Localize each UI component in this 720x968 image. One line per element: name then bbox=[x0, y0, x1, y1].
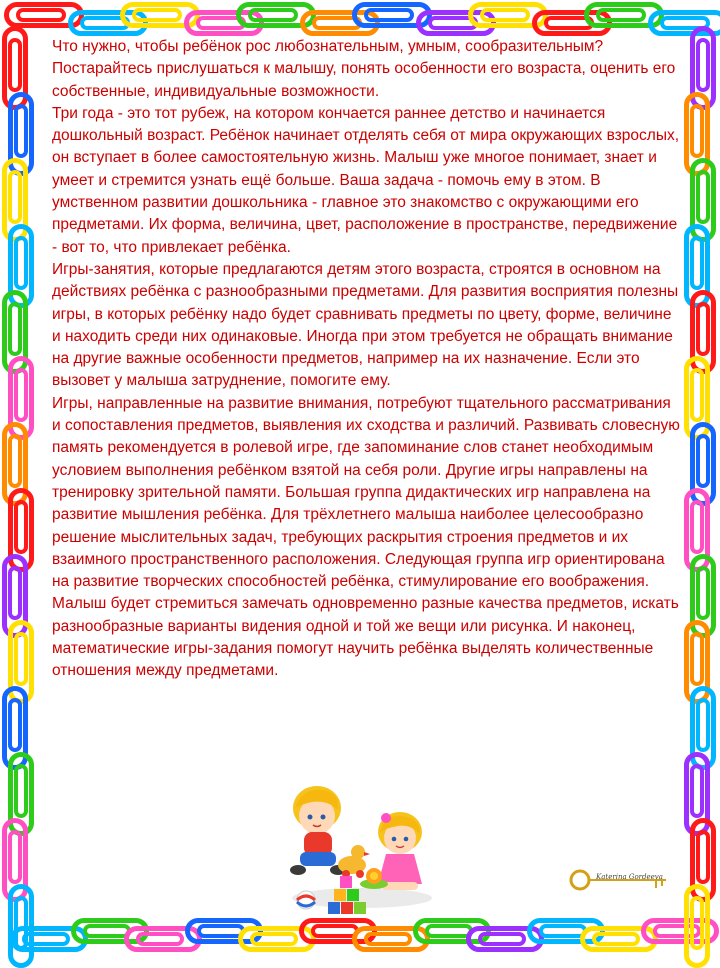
paper-clip-icon bbox=[684, 884, 710, 968]
duck-toy-icon bbox=[338, 845, 370, 878]
paragraph-games-attention: Игры, направленные на развитие внимания, потребуют тщательного рассматривания и сопоставления предметов, выявления их сходства и различий. Развивать словесную память рекомендуется в ролевой игре, где запоминание слов станет необходимым условием выполнения ребёнком взятой на себя роли. Другие игры направлены на тренировку зрительной памяти. Большая группа дидактических игр направлена на развитие мышления ребёнка. Для трёхлетнего малыша наиболее целесообразно решение мыслительных задач, требующих раскрытия строения предметов и их взаимного пространственного расположения. Следующая группа игр ориентирована на развитие творческих способностей ребёнка, стимулирование его воображения. Малыш будет стремиться замечать одновременно разные качества предметов, искать разнообразные варианты видения одной и той же вещи или рисунка. И наконец, математические игры-задания помогут научить ребёнка выделять количественные отношения между предметами. bbox=[52, 394, 680, 680]
signature bbox=[566, 862, 670, 898]
boy-figure bbox=[290, 786, 346, 875]
ball-icon bbox=[297, 891, 315, 909]
signature-text: Katerina Gordeeva bbox=[596, 873, 663, 881]
children-playing-icon bbox=[282, 780, 442, 930]
paragraph-games-perception: Игры-занятия, которые предлагаются детям этого возраста, строятся в основном на действиях ребёнка с разнообразными предметами. Для развития восприятия полезны игры, в которых ребёнку надо будет сравнивать предметы по цвету, форме, величине и находить среди них одинаковые. Иногда при этом требуется не обращать внимание на другие важные особенности предметов, например на их назначение. Если это вызовет у малыша затруднение, помогите ему. bbox=[52, 260, 679, 390]
paper-clip-icon bbox=[8, 884, 34, 968]
girl-figure bbox=[378, 812, 422, 890]
paragraph-intro: Что нужно, чтобы ребёнок рос любознательным, умным, сообразительным? Постарайтесь прислушаться к малышу, понять особенности его возраста, оценить его собственные, индивидуальные возможности. bbox=[52, 38, 676, 100]
article-text bbox=[52, 36, 682, 683]
paragraph-age-three: Три года - это тот рубеж, на котором кончается раннее детство и начинается дошкольный возраст. Ребёнок начинает отделять себя от мира окружающих взрослых, он вступает в более самостоятельную жизнь. Малыш уже многое понимает, знает и умеет и стремится узнать ещё больше. Ваша задача - помочь ему в этом. В умственном развитии дошкольника - главное это знакомство с окружающими его предметами. Их форма, величина, цвет, расположение в пространстве, передвижение - вот то, что привлекает ребёнка. bbox=[52, 104, 680, 256]
